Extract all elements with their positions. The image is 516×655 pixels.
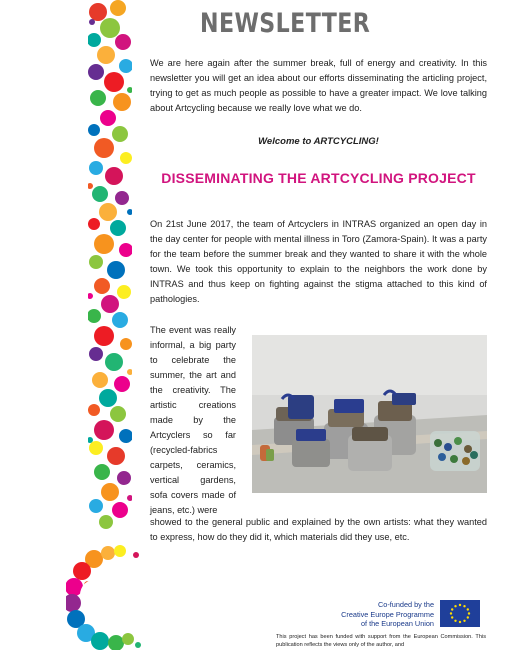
eu-flag-icon <box>440 600 480 627</box>
eu-line-2: Creative Europe Programme <box>341 609 434 619</box>
event-column-paragraph: The event was really informal, a big party to celebrate the summer, the art and the creativity. The artistic creations made by the Artcyclers so far (recycled-fabrics carpets, ceramics, vertical gardens, sofa covers made of jeans, etc.) were <box>150 325 236 515</box>
eu-line-3: of the European Union <box>360 619 434 628</box>
event-paragraph: On 21st June 2017, the team of Artcyclers in INTRAS organized an open day in the day center for people with mental illness in Toro (Zamora-Spain). It was a party for the team before the summer break and they wanted to share it with the whole town. We took this opportunity to explain to the neighbors the work done by INTRAS and thus keep on fighting against the stigma attached to this kind of pathologies. <box>150 219 487 304</box>
artwork-photo <box>252 335 487 493</box>
eu-cofunded-text <box>324 600 434 629</box>
artcycling-c-logo <box>66 545 156 650</box>
intro-paragraph: We are here again after the summer break, full of energy and creativity. In this newsletter you will get an idea about our efforts disseminating the articling project, trying to get as much people as possible to have a greater impact. We love talking about Artcycling because we really love what we do. <box>150 58 487 113</box>
artists-paragraph: showed to the general public and explained by the own artists: what they wanted to express, how do they did it, which materials did they use, etc. <box>150 517 487 542</box>
welcome-line: Welcome to ARTCYCLING! <box>258 136 379 147</box>
funding-disclaimer: This project has been funded with support from the European Commission. This publication reflects the views only of the author, and <box>276 634 486 648</box>
eu-line-1: Co-funded by the <box>378 600 434 609</box>
paint-splatter-strip <box>88 0 132 530</box>
newsletter-title: NEWSLETTER <box>200 8 371 39</box>
section-heading: DISSEMINATING THE ARTCYCLING PROJECT <box>161 170 476 186</box>
